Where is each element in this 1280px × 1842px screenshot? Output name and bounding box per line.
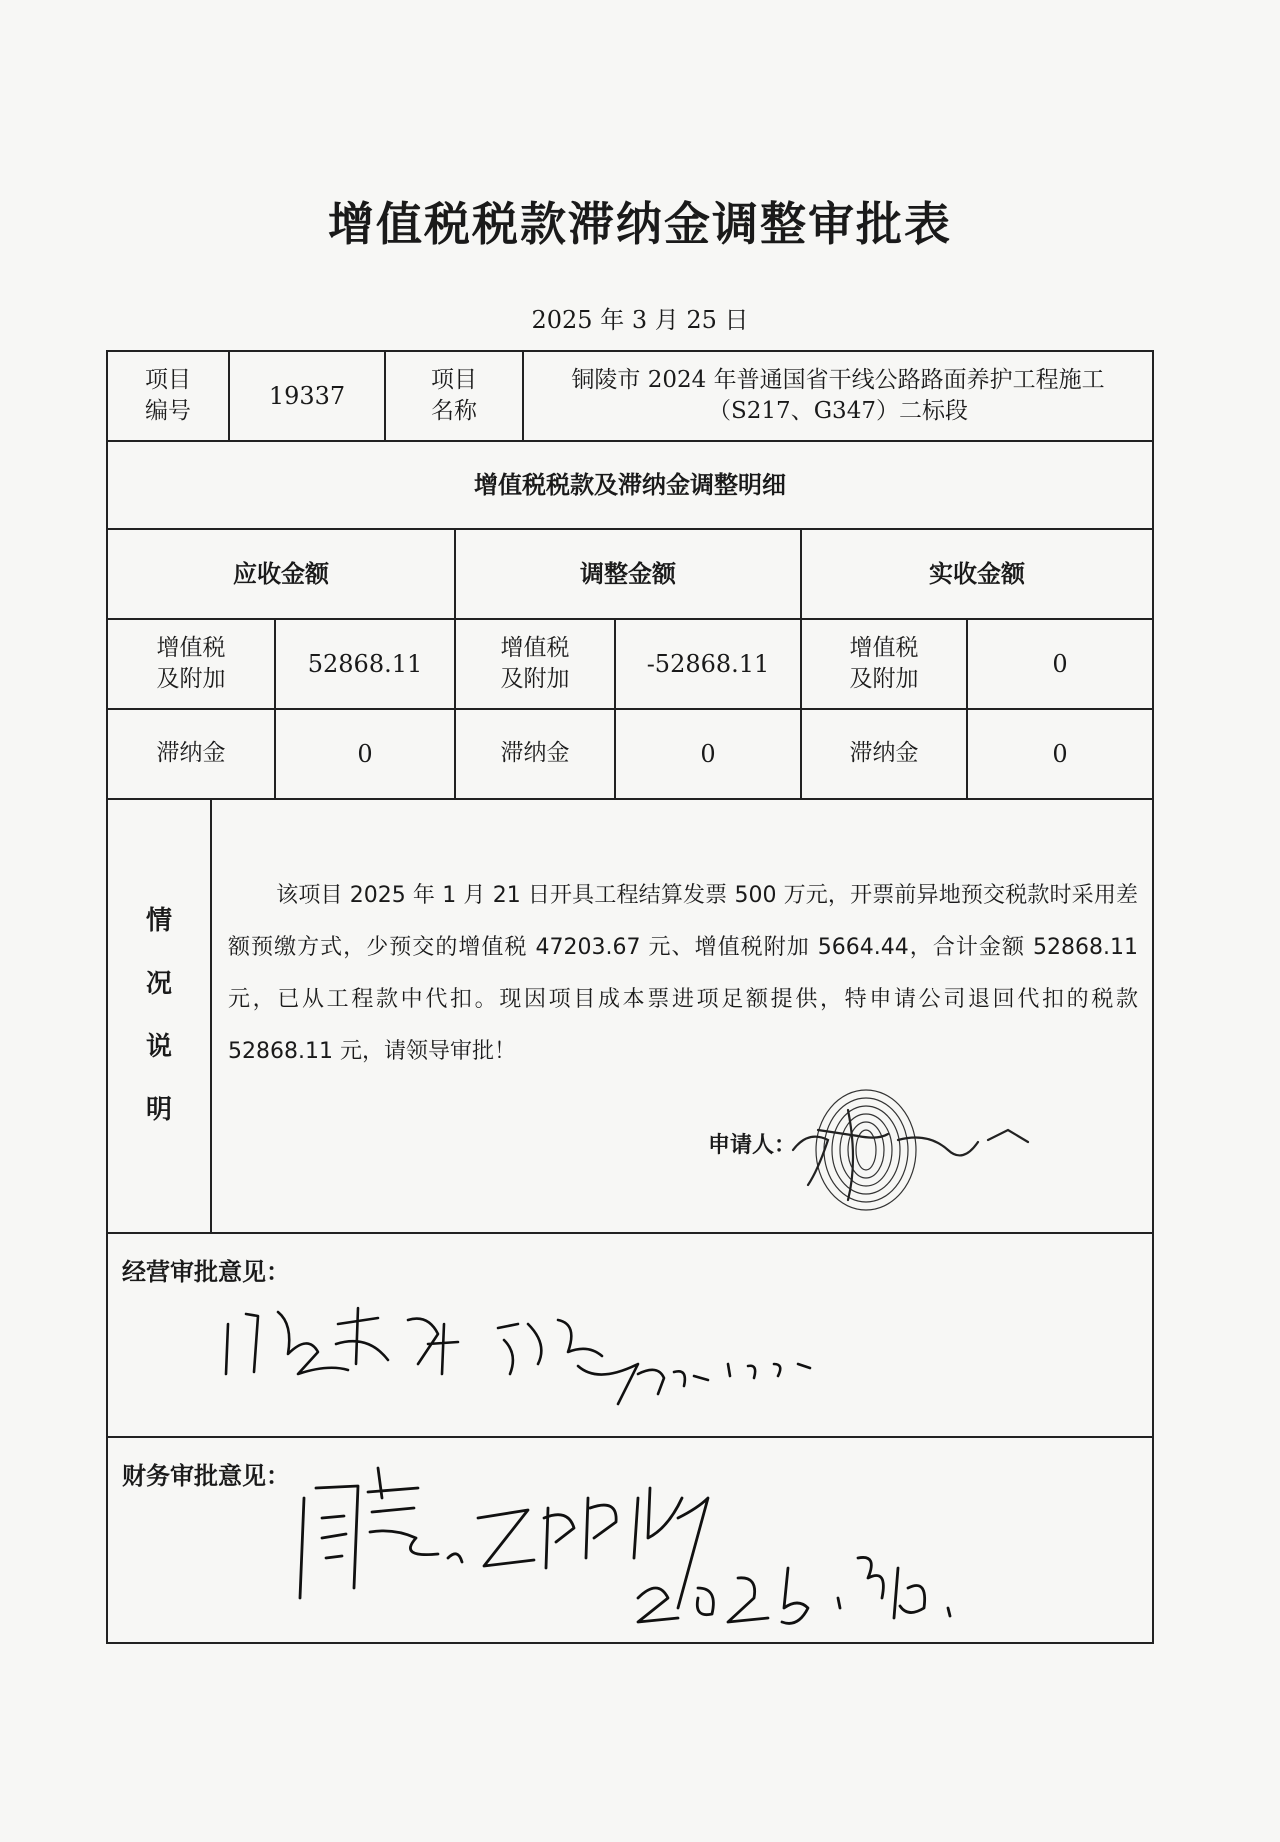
late-fee-adjustment-value: 0	[616, 710, 802, 798]
vat-label-line2: 及附加	[849, 666, 919, 692]
situation-label-char: 说	[145, 1032, 172, 1062]
vat-label-line2: 及附加	[156, 666, 226, 692]
form-date: 2025 年 3 月 25 日	[531, 306, 749, 334]
situation-paragraph: 该项目 2025 年 1 月 21 日开具工程结算发票 500 万元，开票前异地预交税款时采用差额预缴方式，少预交的增值税 47203.67 元、增值税附加 5664.44，合计金额 52868.11 元，已从工程款中代扣。现因项目成本票进项足额提供，特申请公司退回代扣的税款 52868.11 元，请领导审批！	[228, 883, 1138, 1064]
vat-label-adjustment	[456, 620, 616, 708]
late-fee-label-actual: 滞纳金	[802, 710, 968, 798]
applicant-label: 申请人：	[708, 1133, 797, 1158]
column-header-row	[108, 530, 1152, 620]
project-name-label-line1: 项目	[431, 366, 477, 393]
project-name-line2: （S217、G347）二标段	[708, 398, 968, 424]
finance-opinion-row	[108, 1438, 1152, 1642]
project-number-label	[108, 352, 230, 440]
receivable-header: 应收金额	[108, 530, 456, 618]
vat-label-line1: 增值税	[500, 634, 570, 661]
vat-label-line2: 及附加	[500, 666, 570, 692]
applicant-signature-with-fingerprint	[788, 1070, 1118, 1220]
vat-actual-value: 0	[1052, 649, 1068, 678]
detail-header: 增值税税款及滞纳金调整明细	[474, 470, 786, 499]
vat-label-line1: 增值税	[156, 634, 226, 661]
project-name-label-line2: 名称	[431, 398, 477, 424]
late-fee-row	[108, 710, 1152, 800]
late-fee-label-receivable: 滞纳金	[108, 710, 276, 798]
business-opinion-row	[108, 1234, 1152, 1438]
situation-label-char: 明	[145, 1095, 172, 1126]
adjustment-header: 调整金额	[456, 530, 802, 618]
vat-adjustment-value: -52868.11	[616, 620, 802, 708]
approval-table	[106, 350, 1154, 1644]
vat-label-actual	[802, 620, 968, 708]
vat-label-line1: 增值税	[849, 634, 919, 661]
vat-label-receivable	[108, 620, 276, 708]
vat-receivable-value: 52868.11	[276, 620, 456, 708]
project-name-value	[524, 352, 1152, 440]
project-number-value: 19337	[230, 352, 386, 440]
project-info-row	[108, 352, 1152, 442]
business-handwritten-opinion	[218, 1294, 918, 1414]
situation-text	[228, 870, 1138, 1078]
vat-row	[108, 620, 1152, 710]
late-fee-receivable-value: 0	[276, 710, 456, 798]
late-fee-label-adjustment: 滞纳金	[456, 710, 616, 798]
finance-opinion-label: 财务审批意见：	[122, 1462, 290, 1490]
late-fee-actual-value: 0	[1052, 739, 1068, 768]
situation-row	[108, 800, 1152, 1234]
situation-label	[108, 800, 212, 1232]
detail-header-row	[108, 442, 1152, 530]
project-name-line1: 铜陵市 2024 年普通国省干线公路路面养护工程施工	[571, 366, 1105, 393]
finance-handwritten-opinion	[298, 1458, 1078, 1638]
situation-label-char: 况	[145, 968, 172, 999]
business-opinion-label: 经营审批意见：	[122, 1258, 290, 1286]
actual-header: 实收金额	[929, 559, 1025, 588]
form-title: 增值税税款滞纳金调整审批表	[328, 197, 952, 251]
project-number-label-line2: 编号	[145, 398, 191, 424]
project-name-label	[386, 352, 524, 440]
situation-label-char: 情	[145, 905, 172, 936]
project-number-label-line1: 项目	[145, 366, 191, 393]
